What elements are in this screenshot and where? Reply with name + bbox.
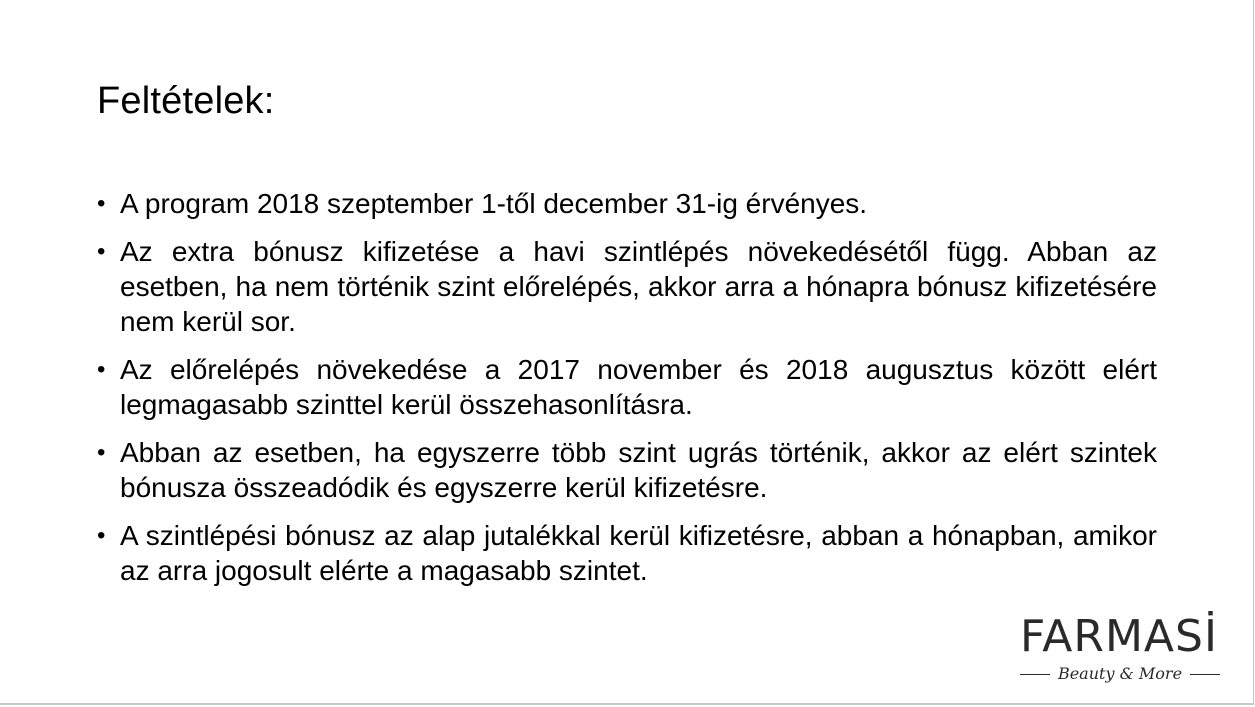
logo-divider-right xyxy=(1190,674,1220,675)
bullet-item xyxy=(97,234,1157,339)
bullet-icon: • xyxy=(97,356,106,383)
bullet-item xyxy=(97,435,1157,505)
bullet-text: Abban az esetben, ha egyszerre több szint ugrás történik, akkor az elért szintek bónusza összeadódik és egyszerre kerül kifizetésre. xyxy=(120,437,1157,503)
slide-title: Feltételek: xyxy=(97,80,275,122)
bullet-item xyxy=(97,352,1157,422)
bullet-text: Az előrelépés növekedése a 2017 november és 2018 augusztus között elért legmagasabb szinttel kerül összehasonlításra. xyxy=(120,354,1157,420)
bullet-item xyxy=(97,186,1157,221)
bullet-icon: • xyxy=(97,190,106,217)
logo-divider-left xyxy=(1020,674,1050,675)
logo-brand-text: FARMASİ xyxy=(1020,611,1218,662)
logo-tagline: Beauty & More xyxy=(1057,664,1183,683)
bullet-text: Az extra bónusz kifizetése a havi szintlépés növekedésétől függ. Abban az esetben, ha nem történik szint előrelépés, akkor arra a hónapra bónusz kifizetésére nem kerül sor. xyxy=(120,236,1157,337)
bullet-icon: • xyxy=(97,439,106,466)
logo-tagline-row xyxy=(1020,664,1220,684)
bullet-text: A szintlépési bónusz az alap jutalékkal kerül kifizetésre, abban a hónapban, amikor az arra jogosult elérte a magasabb szintet. xyxy=(120,520,1157,586)
bullet-text: A program 2018 szeptember 1-től december 31-ig érvényes. xyxy=(120,188,868,219)
bullet-icon: • xyxy=(97,522,106,549)
farmasi-logo xyxy=(1016,612,1222,690)
bullet-item xyxy=(97,518,1157,588)
bullet-icon: • xyxy=(97,238,106,265)
bullet-list xyxy=(97,186,1157,601)
